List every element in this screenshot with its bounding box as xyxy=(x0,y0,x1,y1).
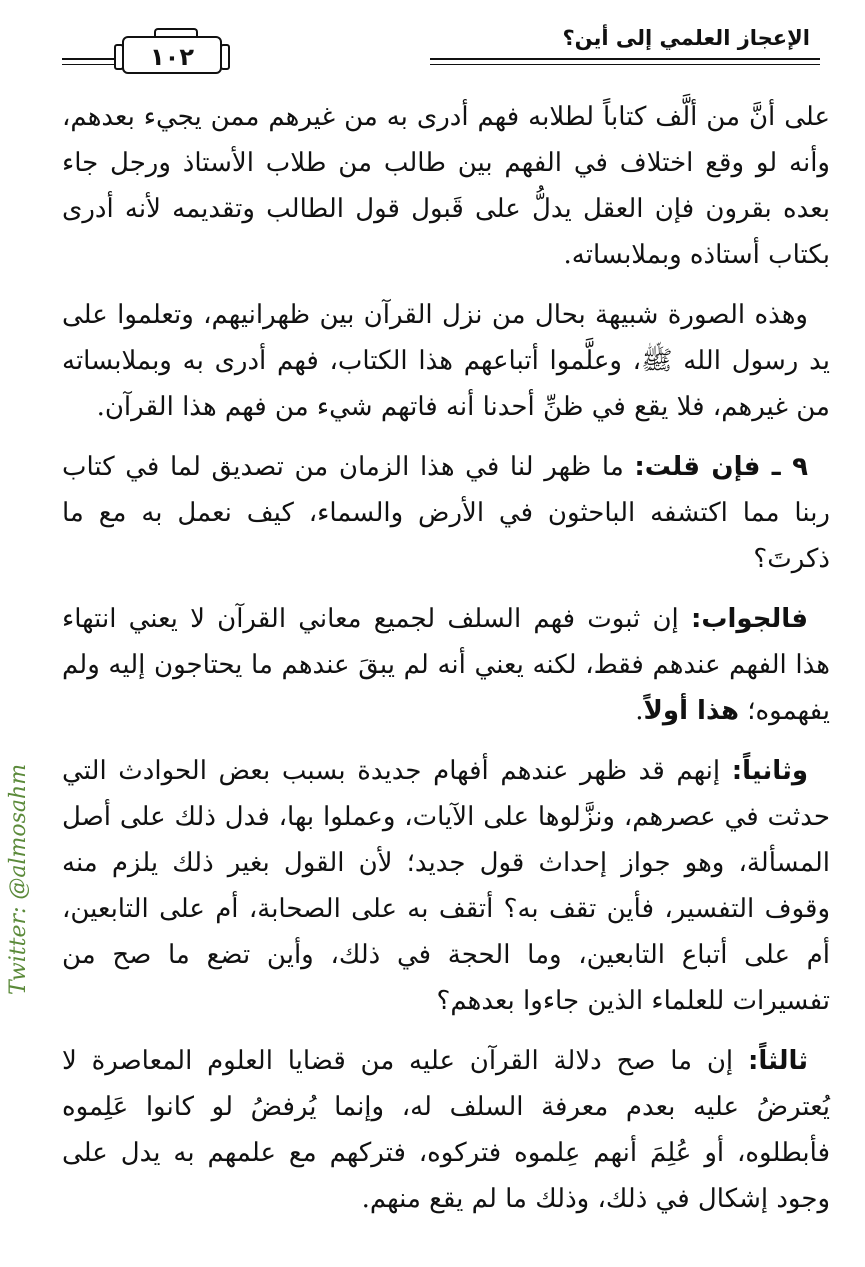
paragraph xyxy=(62,748,830,1024)
header-rule xyxy=(62,64,118,65)
paragraph-text: إن ثبوت فهم السلف لجميع معاني القرآن لا يعني انتهاء هذا الفهم عندهم فقط، لكنه يعني أنه لم يبقَ عندهم ما يحتاجون إليه ولم يفهموه؛ xyxy=(62,604,830,726)
running-title: الإعجاز العلمي إلى أين؟ xyxy=(562,26,810,50)
paragraph xyxy=(62,596,830,734)
paragraph xyxy=(62,444,830,582)
watermark: Twitter: @almosahm xyxy=(6,763,31,995)
paragraph-text: وهذه الصورة شبيهة بحال من نزل القرآن بين ظهرانيهم، وتعلموا على يد رسول الله ﷺ، وعلَّموا أتباعهم هذا الكتاب، فهم أدرى به وبملابساته من غيرهم، فلا يقع في ظنِّ أحدنا أنه فاتهم شيء من فهم هذا القرآن. xyxy=(62,300,830,422)
page-number-ornament xyxy=(154,28,198,36)
paragraph-text: إن ما صح دلالة القرآن عليه من قضايا العلوم المعاصرة لا يُعترضُ عليه بعدم معرفة السلف له، وإنما يُرفضُ لو كانوا عَلِموه فأبطلوه، أو عُلِمَ أنهم عِلموه فتركوه، فتركهم مع علمهم به يدل على وجود إشكال في ذلك، وذلك ما لم يقع منهم. xyxy=(62,1046,830,1214)
emphasis: هذا أولاً xyxy=(643,696,739,726)
paragraph-lead: ٩ ـ فإن قلت: xyxy=(634,452,808,482)
page-number: ١٠٢ xyxy=(122,36,222,74)
paragraph-text: . xyxy=(635,696,644,726)
paragraph-text: ما ظهر لنا في هذا الزمان من تصديق لما في كتاب ربنا مما اكتشفه الباحثون في الأرض والسماء، كيف نعمل به مع ما ذكرتَ؟ xyxy=(62,452,830,574)
paragraph-text: على أنَّ من ألَّف كتاباً لطلابه فهم أدرى به من غيرهم ممن يجيء بعدهم، وأنه لو وقع اختلاف في الفهم بين طالب من طلاب الأستاذ ورجل جاء بعده بقرون فإن العقل يدلُّ على قَبول قول الطالب وتقديمه لأنه أدرى بكتاب أستاذه وبملابساته. xyxy=(62,102,830,270)
page-header xyxy=(62,22,820,72)
paragraph-lead: فالجواب: xyxy=(690,604,808,634)
header-rule xyxy=(62,58,118,60)
paragraph xyxy=(62,1038,830,1222)
header-rule xyxy=(430,64,820,65)
paragraph xyxy=(62,292,830,430)
paragraph xyxy=(62,94,830,278)
paragraph-lead: ثالثاً: xyxy=(747,1046,808,1076)
paragraph-text: إنهم قد ظهر عندهم أفهام جديدة بسبب بعض الحوادث التي حدثت في عصرهم، ونزَّلوها على الآيات، وعملوا بها، فدل ذلك على أصل المسألة، وهو جواز إحداث قول جديد؛ لأن القول بغير ذلك يلزم منه وقوف التفسير، فأين تقف به؟ أتقف به على الصحابة، أم على التابعين، أم على أتباع التابعين، وما الحجة في ذلك، وأين تضع ما صح من تفسيرات للعلماء الذين جاءوا بعدهم؟ xyxy=(62,756,831,1016)
page-body xyxy=(62,94,830,1236)
header-rule xyxy=(430,58,820,60)
paragraph-lead: وثانياً: xyxy=(731,756,808,786)
